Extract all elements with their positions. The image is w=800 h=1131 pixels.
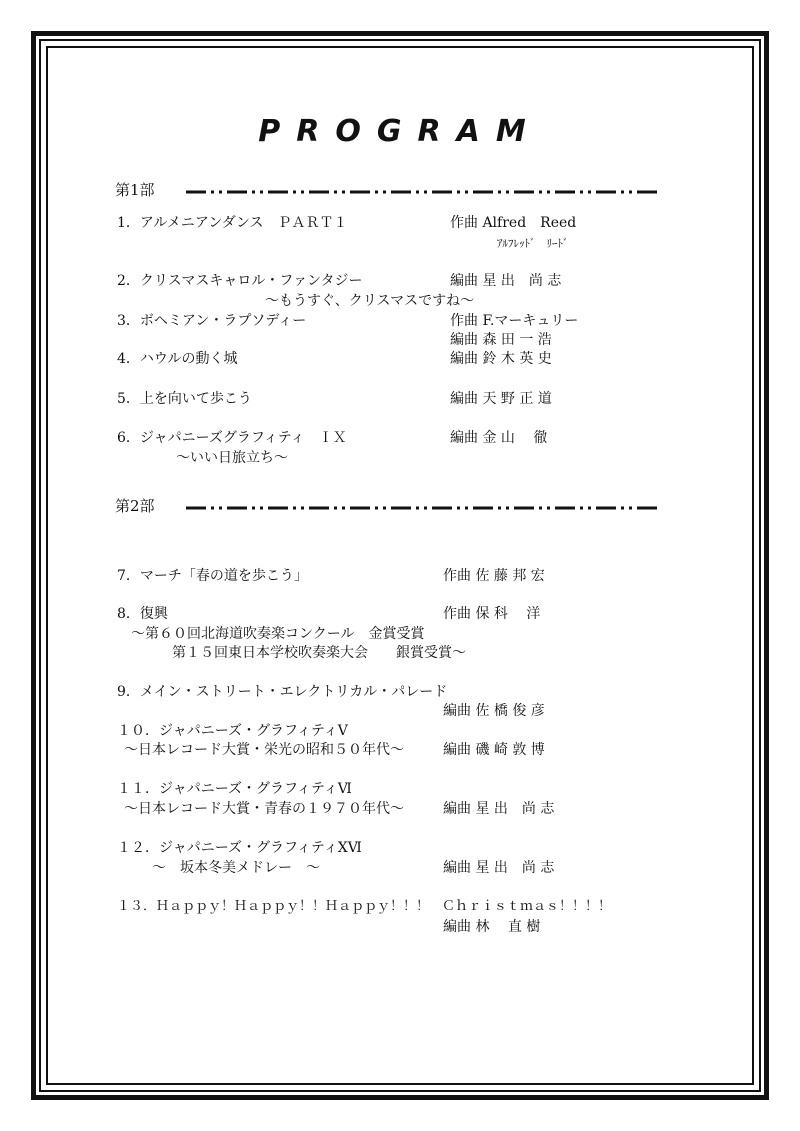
program-item-12: １２．ジャパニーズ・グラフィティXⅥ [117, 840, 362, 856]
program-item-11: １１．ジャパニーズ・グラフィティⅥ [117, 781, 352, 797]
page-title: PROGRAM [258, 114, 542, 149]
program-item-3-arranger: 編曲 森 田 一 浩 [450, 332, 552, 348]
program-item-4-credit: 編曲 鈴 木 英 史 [450, 351, 552, 367]
program-item-11-credit: 編曲 星 出 尚 志 [443, 801, 555, 817]
program-item-1-credit: 作曲 Alfred Reed [450, 215, 577, 231]
program-item-11-subtitle: 〜日本レコード大賞・青春の１９７０年代〜 [124, 801, 404, 817]
program-item-7-credit: 作曲 佐 藤 邦 宏 [443, 568, 545, 584]
inner-border [46, 46, 754, 1085]
program-item-2-subtitle: 〜もうすぐ、クリスマスですね〜 [265, 293, 475, 309]
program-item-1: 1．アルメニアンダンス ＰＡＲＴ１ [117, 215, 348, 231]
program-item-8-subtitle-2: 第１５回東日本学校吹奏楽大会 銀賞受賞〜 [172, 645, 466, 661]
program-item-9: 9．メイン・ストリート・エレクトリカル・パレード [117, 684, 448, 700]
program-item-6: 6．ジャパニーズグラフィティ ＩＸ [117, 430, 347, 446]
part2-divider [186, 506, 658, 510]
part1-divider [186, 190, 658, 194]
part2-heading: 第2部 [115, 497, 155, 515]
program-item-2: 2．クリスマスキャロル・ファンタジー [117, 273, 363, 289]
program-item-6-credit: 編曲 金 山 徹 [450, 430, 548, 446]
part1-heading: 第1部 [115, 181, 155, 199]
program-item-6-subtitle: 〜いい日旅立ち〜 [176, 450, 288, 466]
program-item-10-subtitle: 〜日本レコード大賞・栄光の昭和５０年代〜 [124, 742, 404, 758]
program-item-10: １０．ジャパニーズ・グラフィティⅤ [117, 723, 348, 739]
program-item-8: 8．復興 [117, 606, 168, 622]
program-item-5-credit: 編曲 天 野 正 道 [450, 391, 552, 407]
program-item-10-credit: 編曲 磯 崎 敦 博 [443, 742, 545, 758]
program-item-13: １３．Ｈａｐｐｙ！Ｈａｐｐｙ！！Ｈａｐｐｙ！！！ Ｃｈｒｉｓｔｍａｓ！！！！ [117, 899, 612, 914]
program-item-13-credit: 編曲 林 直 樹 [443, 919, 541, 935]
program-item-7: 7．マーチ「春の道を歩こう」 [117, 568, 308, 584]
program-item-8-subtitle: 〜第６０回北海道吹奏楽コンクール 金賞受賞 [131, 626, 425, 642]
program-item-12-credit: 編曲 星 出 尚 志 [443, 860, 555, 876]
program-item-9-credit: 編曲 佐 橋 俊 彦 [443, 703, 545, 719]
program-item-5: 5．上を向いて歩こう [117, 391, 252, 407]
program-item-12-subtitle: 〜 坂本冬美メドレー 〜 [152, 860, 320, 876]
program-item-3-credit: 作曲 F.マーキュリー [450, 313, 579, 329]
program-item-8-credit: 作曲 保 科 洋 [443, 606, 541, 622]
program-item-3: 3．ボヘミアン・ラプソディー [117, 313, 307, 329]
program-item-4: 4．ハウルの動く城 [117, 351, 238, 367]
program-item-2-credit: 編曲 星 出 尚 志 [450, 273, 562, 289]
program-item-1-credit-reading: ｱﾙﾌﾚｯﾄﾞ ﾘｰﾄﾞ [497, 237, 569, 250]
